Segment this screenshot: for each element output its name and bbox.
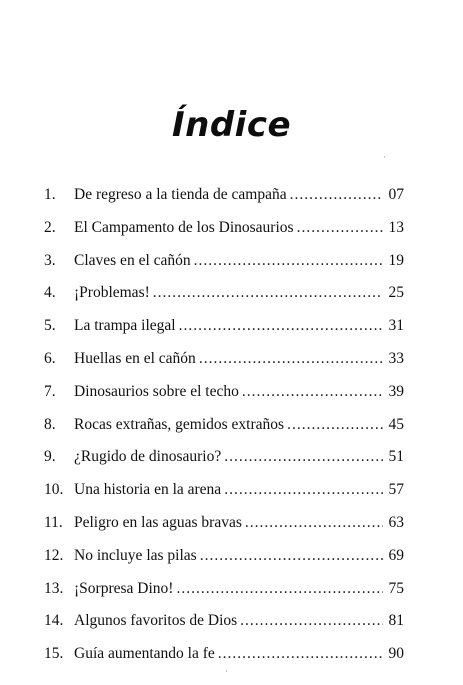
- toc-entry-title: Dinosaurios sobre el techo: [74, 382, 239, 400]
- toc-entry: [44, 283, 404, 316]
- dot-leader: [242, 382, 383, 402]
- toc-entry-page-number: 51: [388, 448, 404, 466]
- toc-entry: [44, 251, 404, 284]
- toc-entry: [44, 579, 404, 612]
- toc-entry-number: 3.: [44, 251, 56, 269]
- toc-entry-number: 8.: [44, 415, 56, 433]
- dot-leader: [240, 611, 383, 631]
- dot-leader: [287, 415, 383, 435]
- toc-entry-number: 6.: [44, 349, 56, 367]
- toc-entry-page-number: 75: [388, 579, 404, 597]
- speck-mark: ·: [383, 152, 386, 162]
- dot-leader: [176, 579, 383, 599]
- toc-entry-page-number: 57: [388, 481, 404, 499]
- toc-entry-title: Huellas en el cañón: [74, 349, 196, 367]
- dot-leader: [245, 513, 383, 533]
- toc-entry-number: 2.: [44, 218, 56, 236]
- toc-entry: [44, 611, 404, 644]
- toc-entry-title: No incluye las pilas: [74, 546, 197, 564]
- dot-leader: [224, 480, 383, 500]
- toc-entry: [44, 644, 404, 677]
- dot-leader: [199, 349, 383, 369]
- toc-entry-number: 7.: [44, 382, 56, 400]
- toc-entry: [44, 480, 404, 513]
- dot-leader: [290, 185, 383, 205]
- toc-entry-page-number: 25: [388, 284, 404, 302]
- toc-entry: [44, 513, 404, 546]
- toc-entry-number: 10.: [44, 481, 64, 499]
- toc-entry-title: Peligro en las aguas bravas: [74, 513, 242, 531]
- toc-entry-title: Rocas extrañas, gemidos extraños: [74, 415, 285, 433]
- toc-entry-title: Una historia en la arena: [74, 481, 222, 499]
- toc-entry-title: La trampa ilegal: [74, 317, 176, 335]
- toc-entry-number: 4.: [44, 284, 56, 302]
- toc-entry: [44, 382, 404, 415]
- toc-entry-page-number: 69: [388, 546, 404, 564]
- toc-entry: [44, 218, 404, 251]
- dot-leader: [200, 546, 383, 566]
- toc-entry-page-number: 90: [388, 645, 404, 663]
- toc-entry-title: Claves en el cañón: [74, 251, 191, 269]
- toc-entry-title: ¡Problemas!: [74, 284, 150, 302]
- toc-entry-page-number: 81: [388, 612, 404, 630]
- toc-entry-page-number: 33: [388, 349, 404, 367]
- toc-entry-page-number: 13: [388, 218, 404, 236]
- page-title: Índice: [171, 105, 292, 145]
- dot-leader: [218, 644, 383, 664]
- toc-entry-title: De regreso a la tienda de campaña: [74, 186, 287, 203]
- toc-entry-title: Guía aumentando la fe: [74, 645, 215, 663]
- toc-entry: [44, 349, 404, 382]
- toc-entry-number: 9.: [44, 448, 56, 466]
- toc-entry-page-number: 63: [388, 513, 404, 531]
- dot-leader: [153, 283, 383, 303]
- table-of-contents: [44, 185, 404, 677]
- toc-entry-page-number: 31: [388, 317, 404, 335]
- toc-entry: [44, 546, 404, 579]
- toc-entry-number: 11.: [44, 513, 63, 531]
- toc-entry: [44, 316, 404, 349]
- toc-entry-title: El Campamento de los Dinosaurios: [74, 218, 294, 236]
- toc-entry-number: 12.: [44, 546, 64, 564]
- toc-entry-title: ¿Rugido de dinosaurio?: [74, 448, 222, 466]
- toc-entry-page-number: 39: [388, 382, 404, 400]
- toc-entry-page-number: 45: [388, 415, 404, 433]
- dot-leader: [297, 218, 383, 238]
- dot-leader: [194, 251, 383, 271]
- toc-entry-number: 5.: [44, 317, 56, 335]
- toc-entry-title: ¡Sorpresa Dino!: [74, 579, 174, 597]
- toc-entry-number: 15.: [44, 645, 64, 663]
- toc-entry-title: Algunos favoritos de Dios: [74, 612, 238, 630]
- toc-entry-page-number: 19: [388, 251, 404, 269]
- toc-entry-number: 14.: [44, 612, 64, 630]
- toc-entry: [44, 415, 404, 448]
- toc-entry-number: 1.: [44, 186, 56, 203]
- toc-entry: [44, 447, 404, 480]
- toc-entry-number: 13.: [44, 579, 64, 597]
- dot-leader: [179, 316, 383, 336]
- speck-mark: ·: [225, 666, 228, 676]
- dot-leader: [224, 447, 383, 467]
- toc-entry-page-number: 07: [388, 186, 404, 203]
- toc-entry: [44, 185, 404, 218]
